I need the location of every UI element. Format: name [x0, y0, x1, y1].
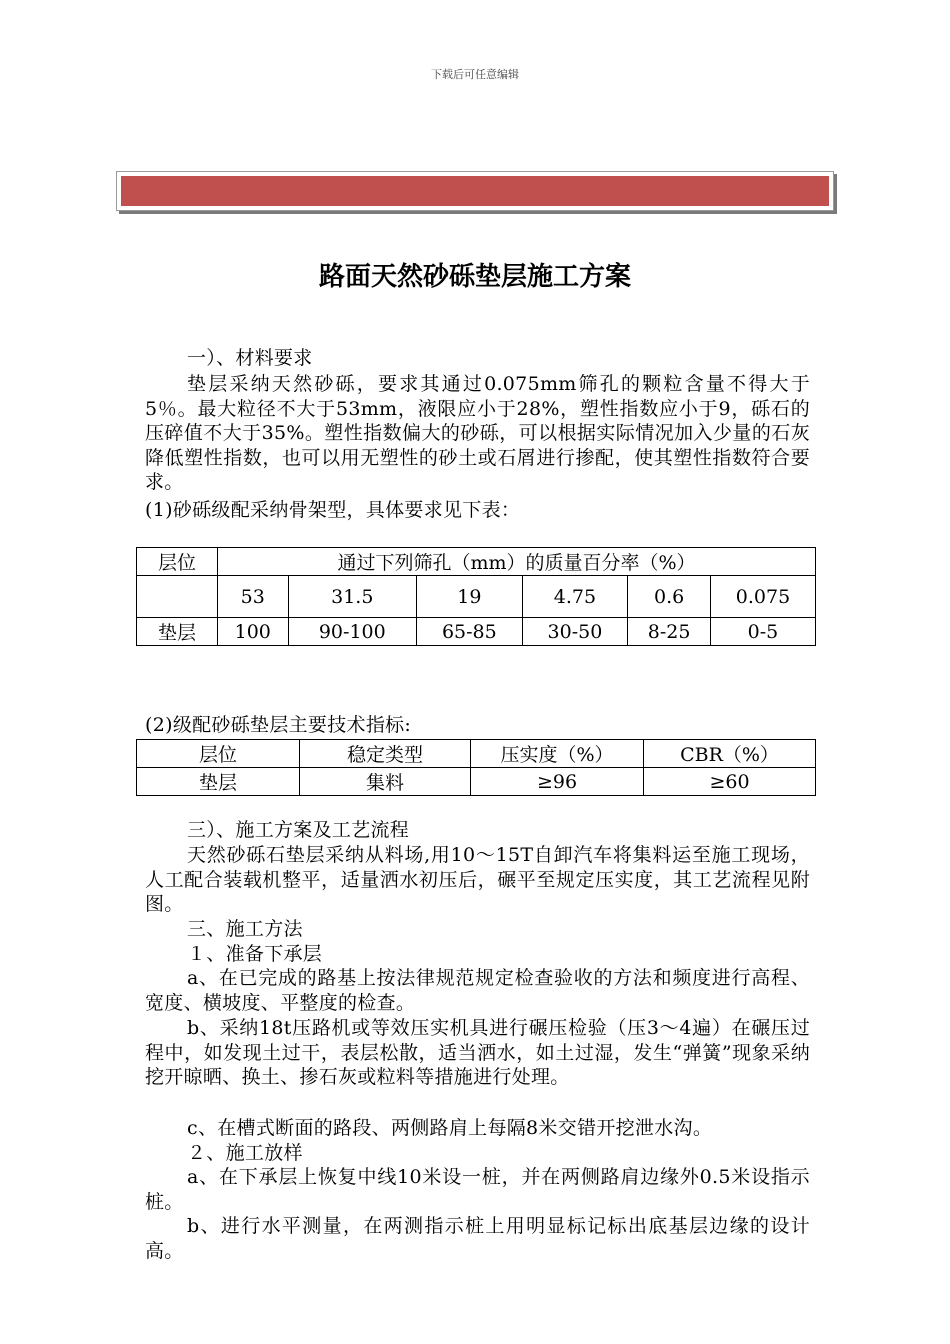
layout-item-b: b、进行水平测量，在两测指示桩上用明显标记标出底基层边缘的设计高。: [145, 1215, 810, 1262]
subsection-heading-prepare: １、准备下承层: [187, 943, 323, 965]
table2-cell: ≥96: [471, 768, 644, 796]
passing-value: 100: [218, 618, 289, 646]
passing-value: 65-85: [417, 618, 523, 646]
passing-value: 30-50: [522, 618, 628, 646]
gradation-table: [136, 547, 816, 646]
process-paragraph: 天然砂砾石垫层采纳从料场,用10～15T自卸汽车将集料运至施工现场，人工配合装载机整平，适量洒水初压后，碾平至规定压实度，其工艺流程见附图。: [145, 844, 810, 915]
prepare-item-b: b、采纳18t压路机或等效压实机具进行碾压检验（压3～4遍）在碾压过程中，如发现土过干，表层松散，适当洒水，如土过湿，发生“弹簧”现象采纳挖开晾晒、换土、掺石灰或粒料等措施进行处理。: [145, 1017, 810, 1088]
prepare-item-c: c、在槽式断面的路段、两侧路肩上每隔8米交错开挖泄水沟。: [187, 1117, 713, 1139]
table1-header-pass: 通过下列筛孔（mm）的质量百分率（%）: [218, 548, 816, 576]
sieve-size: 0.6: [628, 576, 711, 618]
table1-empty-cell: [137, 576, 218, 618]
table1-caption: (1)砂砾级配采纳骨架型，具体要求见下表：: [145, 499, 521, 521]
table2-header: 层位: [137, 740, 300, 768]
table2-header: 压实度（%）: [471, 740, 644, 768]
table2-cell: ≥60: [644, 768, 816, 796]
passing-value: 8-25: [628, 618, 711, 646]
decorative-banner: [116, 171, 834, 211]
banner-fill: [121, 176, 829, 206]
sieve-size: 19: [417, 576, 523, 618]
table2-cell: 集料: [300, 768, 471, 796]
section-heading-method: 三、施工方法: [187, 918, 303, 940]
table1-row-label: 垫层: [137, 618, 218, 646]
table2-caption: (2)级配砂砾垫层主要技术指标:: [145, 714, 412, 736]
sieve-size: 31.5: [288, 576, 417, 618]
section-heading-materials: 一）、材料要求: [187, 347, 313, 369]
table2-header: 稳定类型: [300, 740, 471, 768]
sieve-size: 4.75: [522, 576, 628, 618]
table2-cell: 垫层: [137, 768, 300, 796]
prepare-item-a: a、在已完成的路基上按法律规范规定检查验收的方法和频度进行高程、宽度、横坡度、平整度的检查。: [145, 967, 810, 1014]
passing-value: 90-100: [288, 618, 417, 646]
sieve-size: 0.075: [710, 576, 815, 618]
layout-item-a: a、在下承层上恢复中线10米设一桩，并在两侧路肩边缘外0.5米设指示桩。: [145, 1166, 810, 1213]
header-note: 下载后可任意编辑: [431, 68, 519, 81]
technical-index-table: [136, 739, 816, 796]
materials-paragraph: 垫层采纳天然砂砾，要求其通过0.075mm筛孔的颗粒含量不得大于5％。最大粒径不大于53mm，液限应小于28%，塑性指数应小于9，砾石的压碎值不大于35%。塑性指数偏大的砂砾，可以根据实际情况加入少量的石灰降低塑性指数，也可以用无塑性的砂土或石屑进行掺配，使其塑性指数符合要求。: [145, 373, 810, 493]
table2-header: CBR（%）: [644, 740, 816, 768]
document-title: 路面天然砂砾垫层施工方案: [318, 262, 631, 292]
passing-value: 0-5: [710, 618, 815, 646]
table1-header-layer: 层位: [137, 548, 218, 576]
sieve-size: 53: [218, 576, 289, 618]
section-heading-process: 三）、施工方案及工艺流程: [187, 819, 410, 841]
subsection-heading-layout: ２、施工放样: [187, 1142, 303, 1164]
